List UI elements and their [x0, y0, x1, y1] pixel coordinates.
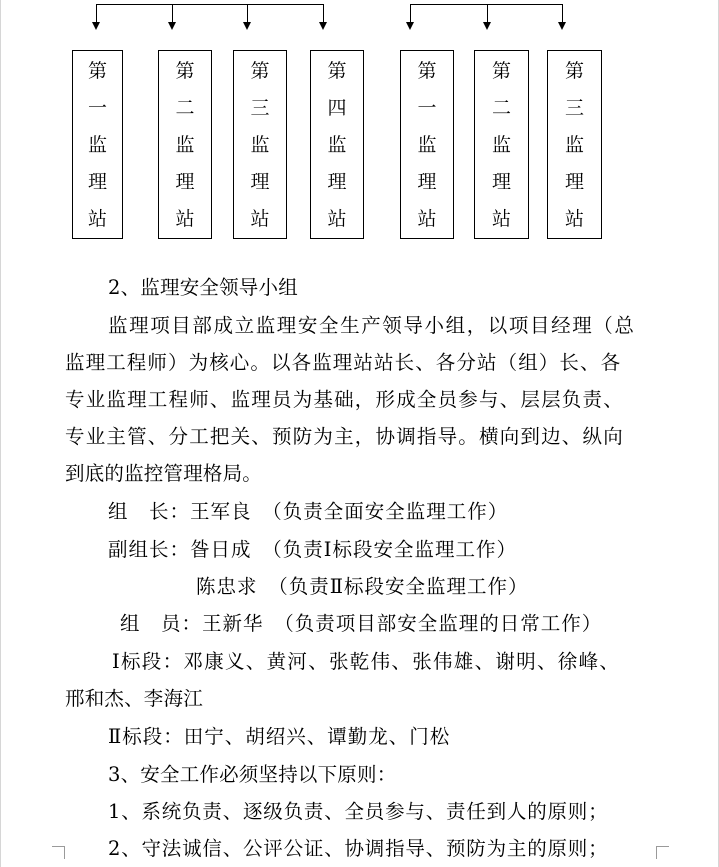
station-label: [159, 53, 211, 238]
principle-line: 1、系统负责、逐级负责、全员参与、责任到人的原则；: [108, 800, 609, 823]
station-char: 三: [250, 97, 270, 119]
station-char: 第: [250, 60, 270, 82]
station-char: 第: [175, 60, 195, 82]
station-box: [310, 50, 364, 239]
station-char: 第: [327, 60, 347, 82]
arrow-down-icon: [483, 22, 491, 30]
station-label: [548, 53, 601, 238]
section-heading: 2、监理安全领导小组: [108, 276, 298, 299]
arrow-down-icon: [406, 22, 414, 30]
margin-mark: [52, 846, 65, 859]
station-char: 理: [87, 171, 107, 193]
station-char: 三: [564, 97, 584, 119]
station-char: 理: [417, 171, 437, 193]
member-line: Ⅰ标段：邓康义、黄河、张乾伟、张伟雄、谢明、徐峰、: [112, 650, 621, 673]
station-char: 站: [327, 208, 347, 230]
station-label: [234, 53, 286, 238]
station-char: 一: [87, 97, 107, 119]
member-line: 陈忠求 （负责Ⅱ标段安全监理工作）: [196, 575, 529, 598]
station-char: 监: [250, 134, 270, 156]
arrow-down-icon: [92, 22, 100, 30]
station-box: [158, 50, 212, 239]
station-char: 监: [417, 134, 437, 156]
connector-line: [96, 4, 323, 5]
station-box: [547, 50, 602, 239]
member-line: 副组长：昝日成 （负责Ⅰ标段安全监理工作）: [108, 538, 517, 561]
station-label: [73, 53, 122, 238]
station-char: 站: [250, 208, 270, 230]
station-char: 监: [87, 134, 107, 156]
station-char: 二: [491, 97, 511, 119]
arrow-down-icon: [243, 22, 251, 30]
station-char: 站: [87, 208, 107, 230]
member-line: 组 员：王新华 （负责项目部安全监理的日常工作）: [120, 612, 603, 635]
member-line: 邢和杰、李海江: [65, 687, 203, 710]
margin-mark: [656, 846, 669, 859]
station-char: 理: [175, 171, 195, 193]
paragraph-line: 监理项目部成立监理安全生产领导小组，以项目经理（总: [108, 314, 636, 337]
station-char: 监: [564, 134, 584, 156]
station-label: [475, 53, 528, 238]
member-line: Ⅱ标段：田宁、胡绍兴、谭勤龙、门松: [108, 725, 451, 748]
station-char: 监: [175, 134, 195, 156]
section-heading: 3、安全工作必须坚持以下原则：: [108, 763, 397, 786]
station-box: [400, 50, 454, 239]
station-char: 理: [491, 171, 511, 193]
paragraph-line: 到底的监控管理格局。: [65, 462, 263, 485]
station-char: 理: [564, 171, 584, 193]
paragraph-line: 专业监理工程师、监理员为基础，形成全员参与、层层负责、: [65, 388, 624, 411]
station-char: 四: [327, 97, 347, 119]
connector-line: [96, 4, 97, 24]
connector-line: [487, 4, 488, 24]
station-box: [233, 50, 287, 239]
station-char: 站: [491, 208, 511, 230]
station-label: [311, 53, 363, 238]
station-char: 理: [250, 171, 270, 193]
connector-line: [323, 4, 324, 24]
station-box: [72, 50, 123, 239]
station-char: 站: [564, 208, 584, 230]
paragraph-line: 监理工程师）为核心。以各监理站站长、各分站（组）长、各: [65, 351, 622, 374]
station-char: 第: [491, 60, 511, 82]
station-char: 站: [175, 208, 195, 230]
arrow-down-icon: [319, 22, 327, 30]
station-char: 第: [417, 60, 437, 82]
connector-line: [562, 4, 563, 24]
station-char: 二: [175, 97, 195, 119]
station-box: [474, 50, 529, 239]
station-char: 一: [417, 97, 437, 119]
station-char: 第: [87, 60, 107, 82]
station-char: 第: [564, 60, 584, 82]
arrow-down-icon: [558, 22, 566, 30]
station-label: [401, 53, 453, 238]
connector-line: [172, 4, 173, 24]
paragraph-line: 专业主管、分工把关、预防为主，协调指导。横向到边、纵向: [65, 425, 624, 448]
arrow-down-icon: [168, 22, 176, 30]
member-line: 组 长：王军良 （负责全面安全监理工作）: [108, 500, 509, 523]
connector-line: [247, 4, 248, 24]
station-char: 站: [417, 208, 437, 230]
station-char: 监: [491, 134, 511, 156]
principle-line: 2、守法诚信、公评公证、协调指导、预防为主的原则；: [108, 837, 609, 860]
station-char: 监: [327, 134, 347, 156]
station-char: 理: [327, 171, 347, 193]
connector-line: [410, 4, 411, 24]
